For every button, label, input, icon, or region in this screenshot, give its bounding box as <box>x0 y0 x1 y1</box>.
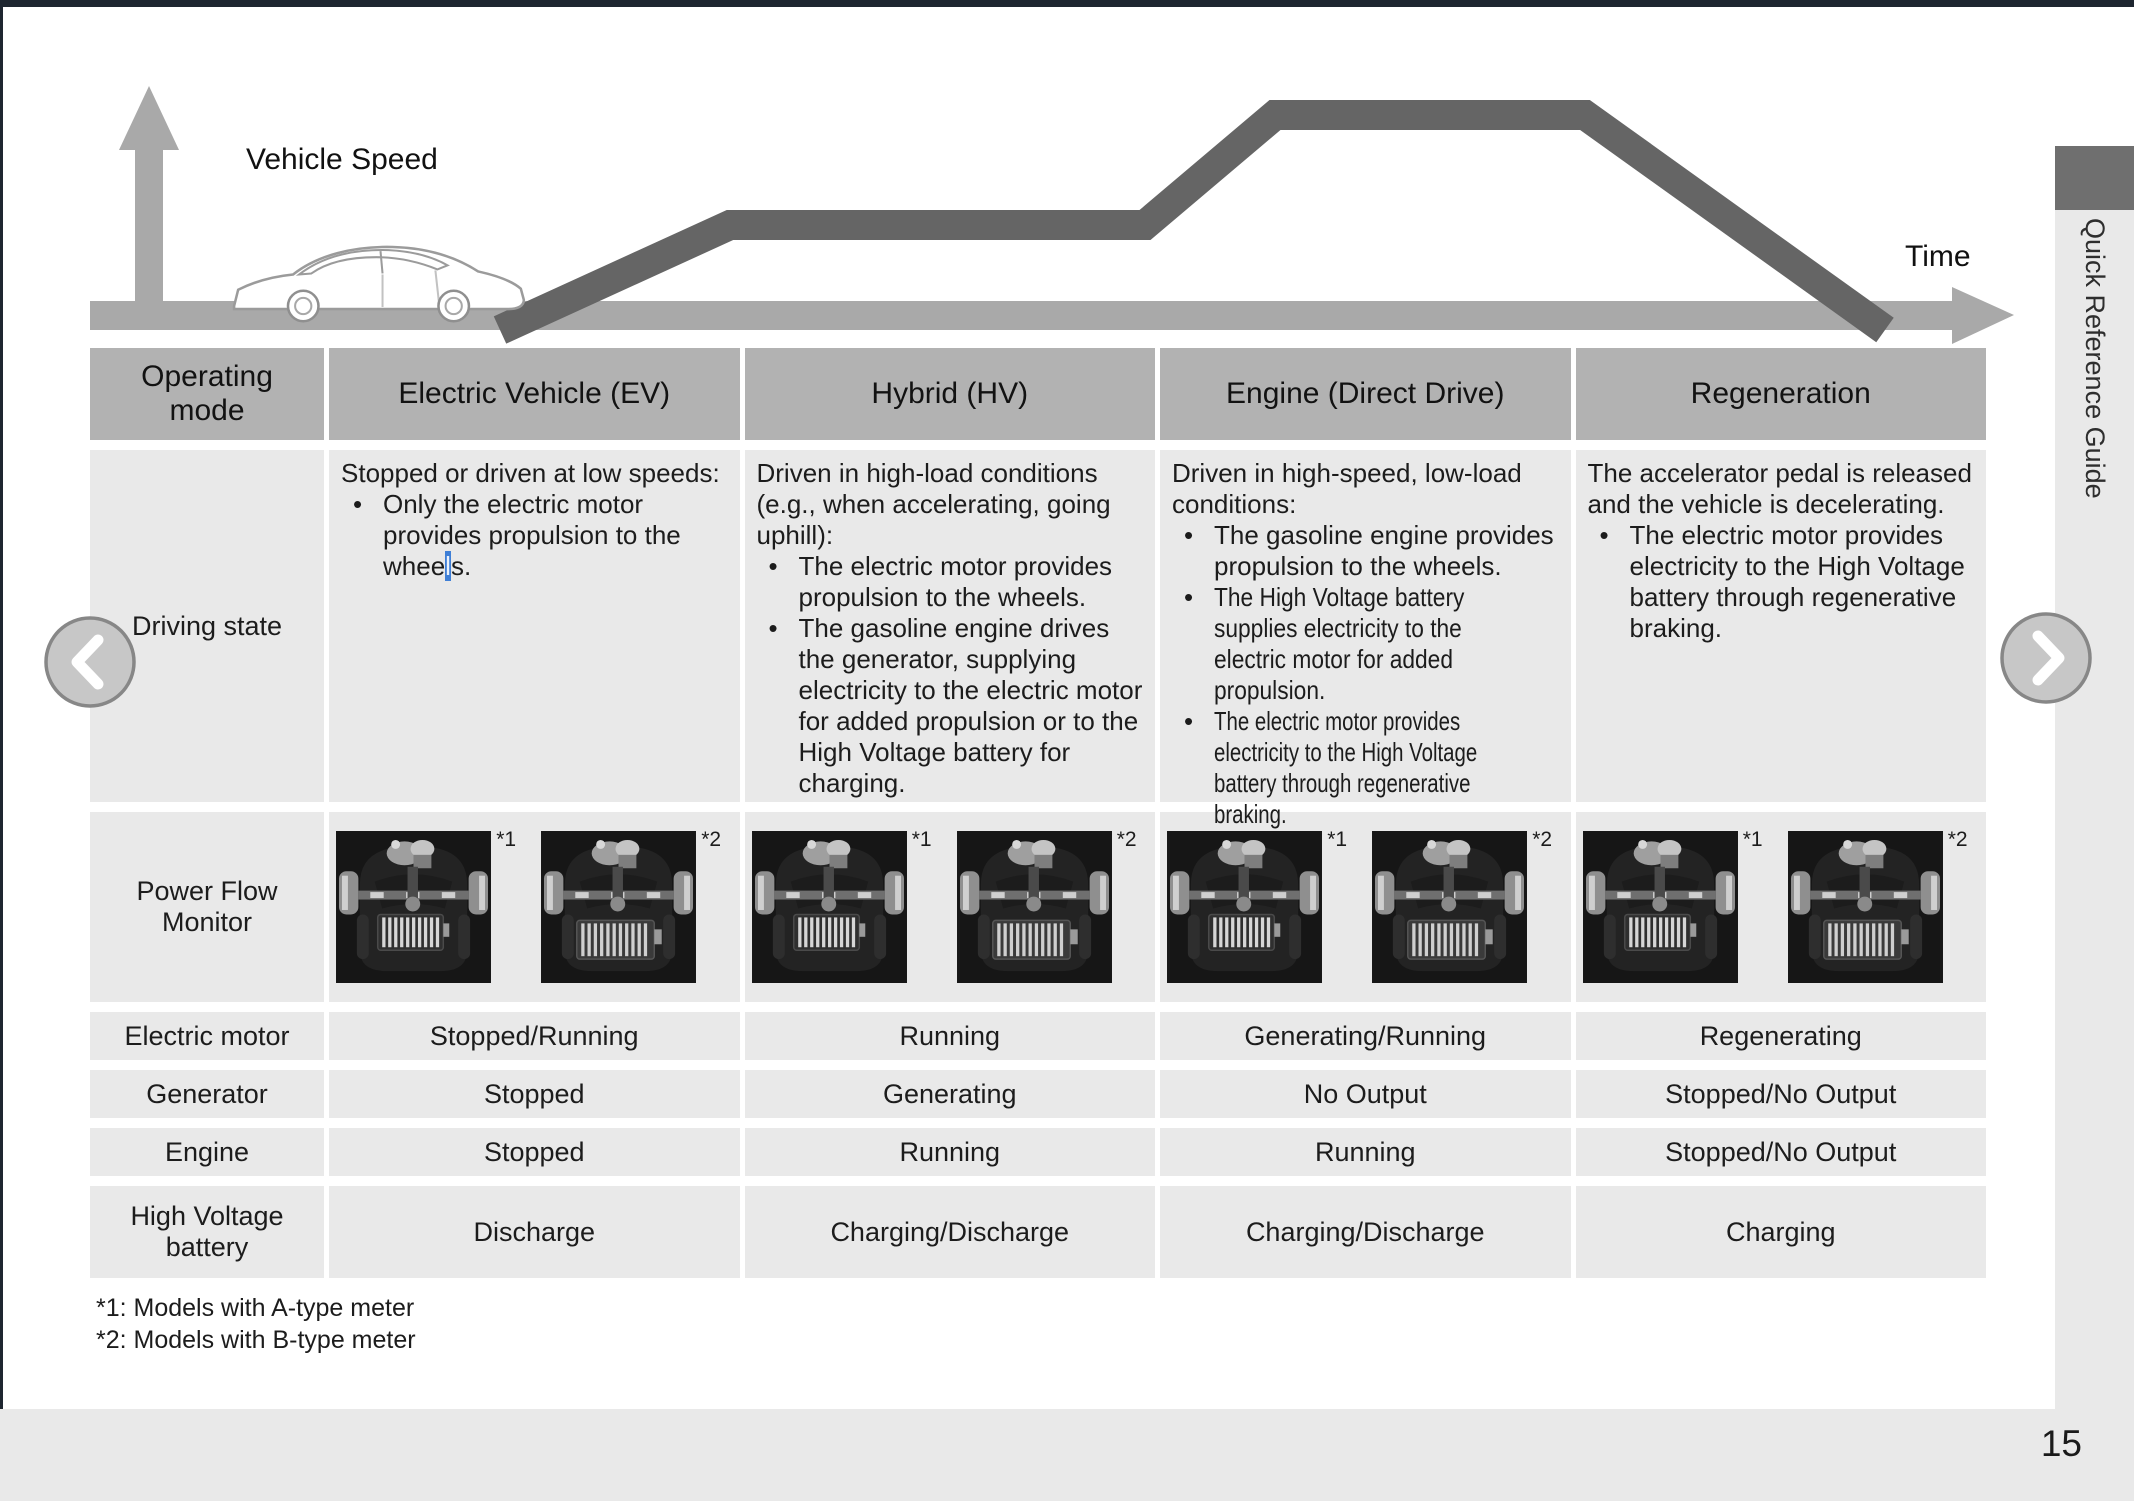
speed-axis-arrowhead-icon <box>119 86 179 150</box>
hv-battery-engine: Charging/Discharge <box>1160 1186 1571 1278</box>
footer-bar <box>0 1409 2134 1501</box>
driving-state-hybrid <box>745 450 1156 802</box>
generator-engine: No Output <box>1160 1070 1571 1118</box>
list-item <box>1172 520 1561 582</box>
power-flow-hybrid <box>745 812 1156 1002</box>
power-flow-monitor-a-type-image <box>1167 831 1322 983</box>
text-run: Only the electric motor provides propulsion to the whee <box>383 489 681 581</box>
list-item <box>757 551 1146 613</box>
footnote-2: *2: Models with B-type meter <box>96 1326 416 1354</box>
driving-state-ev <box>329 450 740 802</box>
driving-state-regeneration-bullet-1: The electric motor provides electricity to the High Voltage battery through regenerative braking. <box>1629 520 1965 643</box>
power-flow-image-item <box>535 828 738 986</box>
electric-motor-engine: Generating/Running <box>1160 1012 1571 1060</box>
header-ev: Electric Vehicle (EV) <box>329 348 740 440</box>
driving-state-engine <box>1160 450 1571 829</box>
hv-battery-hybrid: Charging/Discharge <box>745 1186 1156 1278</box>
text-run: s. <box>450 551 472 581</box>
power-flow-image-item <box>330 828 533 986</box>
footnote-marker: *2 <box>1947 828 1968 851</box>
driving-state-engine-bullet-3: The electric motor provides electricity to the High Voltage battery through regenerative braking. <box>1214 706 1478 829</box>
electric-motor-ev: Stopped/Running <box>329 1012 740 1060</box>
row-label-power-flow-monitor: Power Flow Monitor <box>90 812 324 1002</box>
hv-battery-ev: Discharge <box>329 1186 740 1278</box>
power-flow-image-item <box>951 828 1154 986</box>
engine-hybrid: Running <box>745 1128 1156 1176</box>
chevron-left-icon <box>42 614 138 710</box>
driving-state-engine-intro: Driven in high-speed, low-load conditions: <box>1172 458 1522 519</box>
engine-engine: Running <box>1160 1128 1571 1176</box>
power-flow-regeneration <box>1576 812 1987 1002</box>
power-flow-monitor-b-type-image <box>541 831 696 983</box>
power-flow-engine <box>1160 812 1571 1002</box>
power-flow-monitor-a-type-image <box>336 831 491 983</box>
generator-ev: Stopped <box>329 1070 740 1118</box>
driving-state-engine-bullet-1: The gasoline engine provides propulsion to the wheels. <box>1214 520 1554 581</box>
footnote-marker: *1 <box>496 828 517 851</box>
list-item <box>1172 582 1561 706</box>
hv-battery-regeneration: Charging <box>1576 1186 1987 1278</box>
header-engine: Engine (Direct Drive) <box>1160 348 1571 440</box>
row-label-electric-motor: Electric motor <box>90 1012 324 1060</box>
power-flow-image-item <box>1161 828 1364 986</box>
sidebar-section-label: Quick Reference Guide <box>2080 218 2110 499</box>
power-flow-monitor-b-type-image <box>957 831 1112 983</box>
driving-state-engine-bullet-2: The High Voltage battery supplies electricity to the electric motor for added propulsion. <box>1214 582 1465 705</box>
power-flow-image-item <box>1366 828 1569 986</box>
power-flow-image-item <box>1577 828 1780 986</box>
electric-motor-hybrid: Running <box>745 1012 1156 1060</box>
electric-motor-regeneration: Regenerating <box>1576 1012 1987 1060</box>
bullet-icon: • <box>768 551 778 581</box>
time-axis-arrowhead-icon <box>1952 287 2014 344</box>
power-flow-monitor-b-type-image <box>1788 831 1943 983</box>
previous-page-button[interactable] <box>42 614 138 710</box>
power-flow-image-item <box>1782 828 1985 986</box>
footnote-marker: *1 <box>1327 828 1348 851</box>
footnote-marker: *1 <box>911 828 932 851</box>
next-page-button[interactable] <box>1998 610 2094 706</box>
car-illustration <box>228 228 533 323</box>
operating-mode-table <box>90 348 1986 1278</box>
driving-state-hybrid-bullet-2: The gasoline engine drives the generator, supplying electricity to the electric motor for added propulsion or to the High Voltage battery for charging. <box>798 613 1143 798</box>
bullet-icon: • <box>1184 706 1194 736</box>
sidebar-section-tab[interactable] <box>2055 146 2134 210</box>
row-label-high-voltage-battery: High Voltage battery <box>90 1186 324 1278</box>
driving-state-hybrid-intro: Driven in high-load conditions (e.g., when accelerating, going uphill): <box>756 458 1111 550</box>
footnote-marker: *2 <box>701 828 722 851</box>
speed-axis-bar <box>135 148 163 330</box>
row-label-driving-state: Driving state <box>90 450 324 802</box>
bullet-icon: • <box>768 613 778 643</box>
page-number: 15 <box>2040 1423 2082 1464</box>
footnote-marker: *2 <box>1116 828 1137 851</box>
power-flow-monitor-a-type-image <box>1583 831 1738 983</box>
bullet-icon: • <box>1184 520 1194 550</box>
generator-regeneration: Stopped/No Output <box>1576 1070 1987 1118</box>
bullet-icon: • <box>1184 582 1194 612</box>
header-regeneration: Regeneration <box>1576 348 1987 440</box>
row-label-engine: Engine <box>90 1128 324 1176</box>
driving-state-ev-bullet <box>383 489 730 582</box>
generator-hybrid: Generating <box>745 1070 1156 1118</box>
chevron-right-icon <box>1998 610 2094 706</box>
time-axis-label: Time <box>1905 240 1971 273</box>
engine-regeneration: Stopped/No Output <box>1576 1128 1987 1176</box>
list-item <box>341 489 730 582</box>
power-flow-monitor-a-type-image <box>752 831 907 983</box>
driving-state-hybrid-bullet-1: The electric motor provides propulsion to the wheels. <box>798 551 1113 612</box>
list-item <box>757 613 1146 799</box>
engine-ev: Stopped <box>329 1128 740 1176</box>
footnote-marker: *1 <box>1742 828 1763 851</box>
vehicle-speed-axis-label: Vehicle Speed <box>246 143 438 176</box>
header-hybrid: Hybrid (HV) <box>745 348 1156 440</box>
list-item <box>1588 520 1977 644</box>
power-flow-image-item <box>746 828 949 986</box>
power-flow-monitor-b-type-image <box>1372 831 1527 983</box>
speed-curve <box>500 115 1885 330</box>
bullet-icon: • <box>353 489 363 519</box>
header-operating-mode: Operating mode <box>90 348 324 440</box>
footnote-marker: *2 <box>1532 828 1553 851</box>
power-flow-ev <box>329 812 740 1002</box>
driving-state-regeneration-intro: The accelerator pedal is released and the vehicle is decelerating. <box>1587 458 1972 519</box>
footnote-1: *1: Models with A-type meter <box>96 1294 415 1322</box>
driving-state-ev-intro: Stopped or driven at low speeds: <box>341 458 720 488</box>
footnotes <box>96 1292 416 1356</box>
text-selection-highlight: l <box>445 551 451 581</box>
row-label-generator: Generator <box>90 1070 324 1118</box>
driving-state-regeneration <box>1576 450 1987 802</box>
bullet-icon: • <box>1599 520 1609 550</box>
